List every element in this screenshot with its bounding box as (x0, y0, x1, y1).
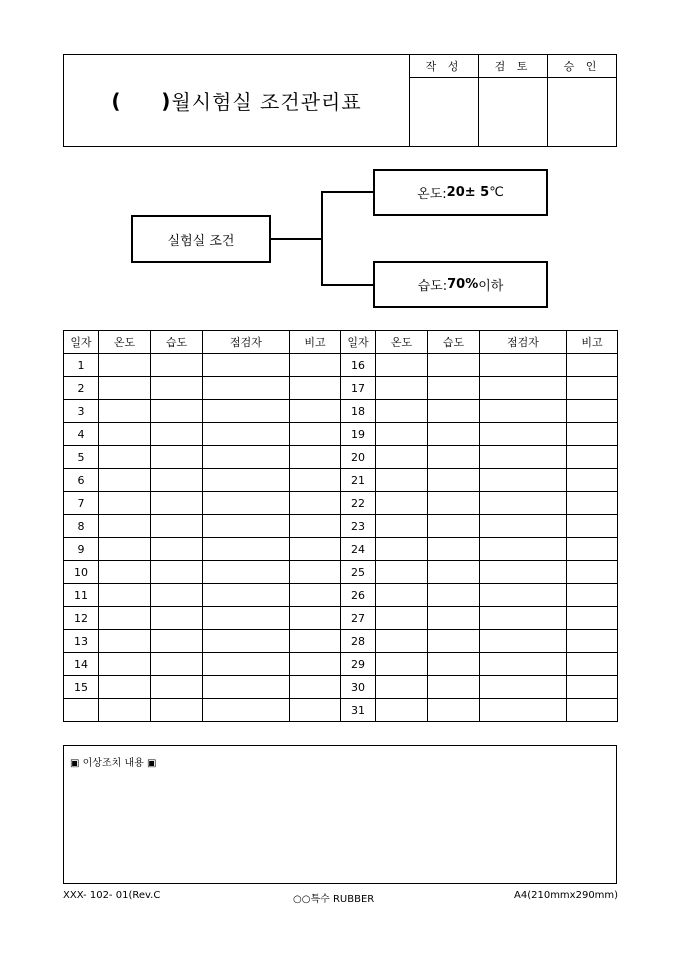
remarks-cell[interactable] (290, 469, 341, 492)
table-row (64, 653, 618, 676)
table-header-row (64, 331, 618, 354)
humidity-cell[interactable] (151, 561, 203, 584)
temperature-cell[interactable] (376, 377, 428, 400)
humidity-cell[interactable] (428, 469, 480, 492)
remarks-cell[interactable] (567, 423, 618, 446)
temperature-cell[interactable] (376, 699, 428, 722)
day-cell: 6 (64, 469, 99, 492)
day-cell: 13 (64, 630, 99, 653)
remarks-cell[interactable] (290, 446, 341, 469)
header-remarks: 비고 (567, 331, 618, 354)
humidity-suffix: 이하 (478, 279, 504, 294)
inspector-cell[interactable] (480, 538, 567, 561)
day-cell: 23 (341, 515, 376, 538)
temperature-cell[interactable] (99, 630, 151, 653)
connector-top (321, 191, 374, 193)
humidity-cell[interactable] (151, 630, 203, 653)
day-cell: 21 (341, 469, 376, 492)
humidity-cell[interactable] (151, 400, 203, 423)
temperature-cell[interactable] (99, 469, 151, 492)
header-day: 일자 (341, 331, 376, 354)
humidity-cell[interactable] (151, 653, 203, 676)
header-temperature: 온도 (99, 331, 151, 354)
temperature-cell[interactable] (376, 423, 428, 446)
day-cell: 31 (341, 699, 376, 722)
day-cell: 27 (341, 607, 376, 630)
table-row (64, 676, 618, 699)
remarks-cell[interactable] (290, 653, 341, 676)
day-cell: 26 (341, 584, 376, 607)
approval-approver-label: 승 인 (548, 55, 616, 78)
table-row (64, 630, 618, 653)
temperature-cell[interactable] (376, 607, 428, 630)
inspector-cell[interactable] (480, 607, 567, 630)
inspector-cell[interactable] (203, 653, 290, 676)
condition-log-table (63, 330, 618, 722)
temperature-cell[interactable] (99, 492, 151, 515)
temperature-cell[interactable] (99, 584, 151, 607)
table-row (64, 400, 618, 423)
temperature-cell[interactable] (376, 492, 428, 515)
day-cell (64, 699, 99, 722)
abnormal-action-box[interactable] (63, 745, 617, 884)
table-row (64, 446, 618, 469)
day-cell: 29 (341, 653, 376, 676)
temperature-cell[interactable] (376, 469, 428, 492)
table-row (64, 469, 618, 492)
temperature-value: 20± 5 (446, 185, 490, 200)
lab-condition-box (131, 215, 271, 263)
remarks-cell[interactable] (290, 492, 341, 515)
table-row (64, 699, 618, 722)
day-cell: 5 (64, 446, 99, 469)
inspector-cell[interactable] (203, 446, 290, 469)
humidity-box (373, 261, 548, 308)
humidity-cell[interactable] (151, 584, 203, 607)
humidity-cell[interactable] (428, 515, 480, 538)
day-cell: 8 (64, 515, 99, 538)
humidity-cell[interactable] (428, 699, 480, 722)
remarks-cell[interactable] (290, 377, 341, 400)
approval-approver (547, 55, 616, 146)
inspector-cell[interactable] (480, 377, 567, 400)
day-cell: 16 (341, 354, 376, 377)
humidity-cell[interactable] (151, 676, 203, 699)
inspector-cell[interactable] (203, 538, 290, 561)
humidity-label: 습도: (417, 279, 448, 294)
temperature-cell[interactable] (99, 515, 151, 538)
temperature-cell[interactable] (99, 538, 151, 561)
humidity-cell[interactable] (151, 538, 203, 561)
remarks-cell[interactable] (290, 538, 341, 561)
day-cell: 9 (64, 538, 99, 561)
remarks-cell[interactable] (567, 469, 618, 492)
day-cell: 22 (341, 492, 376, 515)
temperature-cell[interactable] (99, 561, 151, 584)
remarks-cell[interactable] (567, 515, 618, 538)
inspector-cell[interactable] (203, 699, 290, 722)
remarks-cell[interactable] (290, 699, 341, 722)
table-row (64, 354, 618, 377)
approval-reviewer (478, 55, 547, 146)
inspector-cell[interactable] (480, 446, 567, 469)
inspector-cell[interactable] (480, 584, 567, 607)
temperature-cell[interactable] (376, 584, 428, 607)
footer-company: ○○특수 RUBBER (293, 894, 375, 905)
inspector-cell[interactable] (203, 400, 290, 423)
approval-reviewer-label: 검 토 (479, 55, 547, 78)
humidity-cell[interactable] (151, 354, 203, 377)
humidity-cell[interactable] (151, 515, 203, 538)
inspector-cell[interactable] (203, 423, 290, 446)
remarks-cell[interactable] (290, 423, 341, 446)
table-row (64, 515, 618, 538)
inspector-cell[interactable] (480, 676, 567, 699)
remarks-cell[interactable] (567, 354, 618, 377)
day-cell: 11 (64, 584, 99, 607)
temperature-cell[interactable] (99, 607, 151, 630)
connector-bottom (321, 284, 374, 286)
inspector-cell[interactable] (203, 676, 290, 699)
day-cell: 2 (64, 377, 99, 400)
table-row (64, 423, 618, 446)
temperature-cell[interactable] (376, 515, 428, 538)
header-humidity: 습도 (428, 331, 480, 354)
humidity-cell[interactable] (428, 492, 480, 515)
temperature-cell[interactable] (376, 653, 428, 676)
temperature-unit: ℃ (489, 185, 504, 200)
humidity-cell[interactable] (428, 423, 480, 446)
day-cell: 15 (64, 676, 99, 699)
abnormal-action-label: ▣ 이상조치 내용 ▣ (70, 758, 157, 769)
temperature-cell[interactable] (99, 400, 151, 423)
table-row (64, 584, 618, 607)
remarks-cell[interactable] (567, 676, 618, 699)
table-row (64, 607, 618, 630)
connector-main (271, 238, 322, 240)
humidity-cell[interactable] (428, 538, 480, 561)
table-row (64, 377, 618, 400)
footer-paper-size: A4(210mmx290mm) (514, 890, 619, 901)
day-cell: 10 (64, 561, 99, 584)
day-cell: 24 (341, 538, 376, 561)
lab-condition-label: 실험실 조건 (167, 233, 235, 249)
humidity-cell[interactable] (428, 354, 480, 377)
inspector-cell[interactable] (480, 469, 567, 492)
day-cell: 14 (64, 653, 99, 676)
temperature-cell[interactable] (99, 423, 151, 446)
humidity-cell[interactable] (151, 699, 203, 722)
header-remarks: 비고 (290, 331, 341, 354)
temperature-cell[interactable] (99, 699, 151, 722)
humidity-value: 70% (447, 277, 479, 292)
remarks-cell[interactable] (290, 607, 341, 630)
remarks-cell[interactable] (567, 561, 618, 584)
header-humidity: 습도 (151, 331, 203, 354)
header-inspector: 점검자 (203, 331, 290, 354)
table-row (64, 538, 618, 561)
day-cell: 1 (64, 354, 99, 377)
footer-form-number: XXX- 102- 01(Rev.C (63, 890, 161, 901)
approval-box (409, 55, 616, 146)
inspector-cell[interactable] (203, 607, 290, 630)
temperature-cell[interactable] (376, 561, 428, 584)
inspector-cell[interactable] (203, 630, 290, 653)
humidity-cell[interactable] (428, 653, 480, 676)
day-cell: 20 (341, 446, 376, 469)
day-cell: 4 (64, 423, 99, 446)
inspector-cell[interactable] (203, 492, 290, 515)
inspector-cell[interactable] (203, 354, 290, 377)
temperature-box (373, 169, 548, 216)
day-cell: 19 (341, 423, 376, 446)
humidity-cell[interactable] (151, 446, 203, 469)
remarks-cell[interactable] (290, 561, 341, 584)
approval-writer-label: 작 성 (410, 55, 478, 78)
remarks-cell[interactable] (290, 584, 341, 607)
remarks-cell[interactable] (567, 584, 618, 607)
connector-vertical (321, 191, 323, 286)
humidity-cell[interactable] (428, 446, 480, 469)
inspector-cell[interactable] (480, 354, 567, 377)
humidity-cell[interactable] (151, 607, 203, 630)
inspector-cell[interactable] (480, 630, 567, 653)
title-month-blank: ( ) (111, 88, 172, 113)
inspector-cell[interactable] (203, 561, 290, 584)
table-row (64, 492, 618, 515)
temperature-cell[interactable] (99, 676, 151, 699)
temperature-cell[interactable] (376, 400, 428, 423)
title-text: 월시험실 조건관리표 (171, 90, 362, 114)
humidity-cell[interactable] (428, 676, 480, 699)
remarks-cell[interactable] (567, 492, 618, 515)
humidity-cell[interactable] (428, 607, 480, 630)
day-cell: 17 (341, 377, 376, 400)
humidity-cell[interactable] (151, 377, 203, 400)
day-cell: 18 (341, 400, 376, 423)
header-temperature: 온도 (376, 331, 428, 354)
remarks-cell[interactable] (567, 653, 618, 676)
temperature-label: 온도: (417, 187, 447, 202)
inspector-cell[interactable] (203, 515, 290, 538)
inspector-cell[interactable] (480, 400, 567, 423)
temperature-cell[interactable] (99, 354, 151, 377)
table-row (64, 561, 618, 584)
header-inspector: 점검자 (480, 331, 567, 354)
inspector-cell[interactable] (203, 377, 290, 400)
humidity-cell[interactable] (151, 423, 203, 446)
inspector-cell[interactable] (203, 584, 290, 607)
temperature-cell[interactable] (376, 538, 428, 561)
humidity-cell[interactable] (151, 492, 203, 515)
day-cell: 30 (341, 676, 376, 699)
inspector-cell[interactable] (480, 699, 567, 722)
humidity-cell[interactable] (428, 377, 480, 400)
inspector-cell[interactable] (203, 469, 290, 492)
remarks-cell[interactable] (290, 676, 341, 699)
remarks-cell[interactable] (567, 699, 618, 722)
humidity-cell[interactable] (151, 469, 203, 492)
humidity-cell[interactable] (428, 630, 480, 653)
inspector-cell[interactable] (480, 492, 567, 515)
temperature-cell[interactable] (376, 354, 428, 377)
header-day: 일자 (64, 331, 99, 354)
remarks-cell[interactable] (290, 400, 341, 423)
approval-writer (409, 55, 478, 146)
remarks-cell[interactable] (567, 400, 618, 423)
temperature-cell[interactable] (376, 676, 428, 699)
humidity-cell[interactable] (428, 584, 480, 607)
remarks-cell[interactable] (567, 538, 618, 561)
remarks-cell[interactable] (290, 630, 341, 653)
day-cell: 25 (341, 561, 376, 584)
humidity-cell[interactable] (428, 561, 480, 584)
remarks-cell[interactable] (567, 377, 618, 400)
day-cell: 7 (64, 492, 99, 515)
temperature-cell[interactable] (99, 377, 151, 400)
temperature-cell[interactable] (376, 630, 428, 653)
day-cell: 12 (64, 607, 99, 630)
remarks-cell[interactable] (567, 607, 618, 630)
inspector-cell[interactable] (480, 515, 567, 538)
day-cell: 28 (341, 630, 376, 653)
remarks-cell[interactable] (567, 630, 618, 653)
temperature-cell[interactable] (99, 446, 151, 469)
humidity-cell[interactable] (428, 400, 480, 423)
temperature-cell[interactable] (376, 446, 428, 469)
day-cell: 3 (64, 400, 99, 423)
document-header (63, 54, 617, 147)
remarks-cell[interactable] (290, 354, 341, 377)
inspector-cell[interactable] (480, 423, 567, 446)
inspector-cell[interactable] (480, 561, 567, 584)
temperature-cell[interactable] (99, 653, 151, 676)
document-title (64, 55, 409, 146)
inspector-cell[interactable] (480, 653, 567, 676)
remarks-cell[interactable] (290, 515, 341, 538)
remarks-cell[interactable] (567, 446, 618, 469)
